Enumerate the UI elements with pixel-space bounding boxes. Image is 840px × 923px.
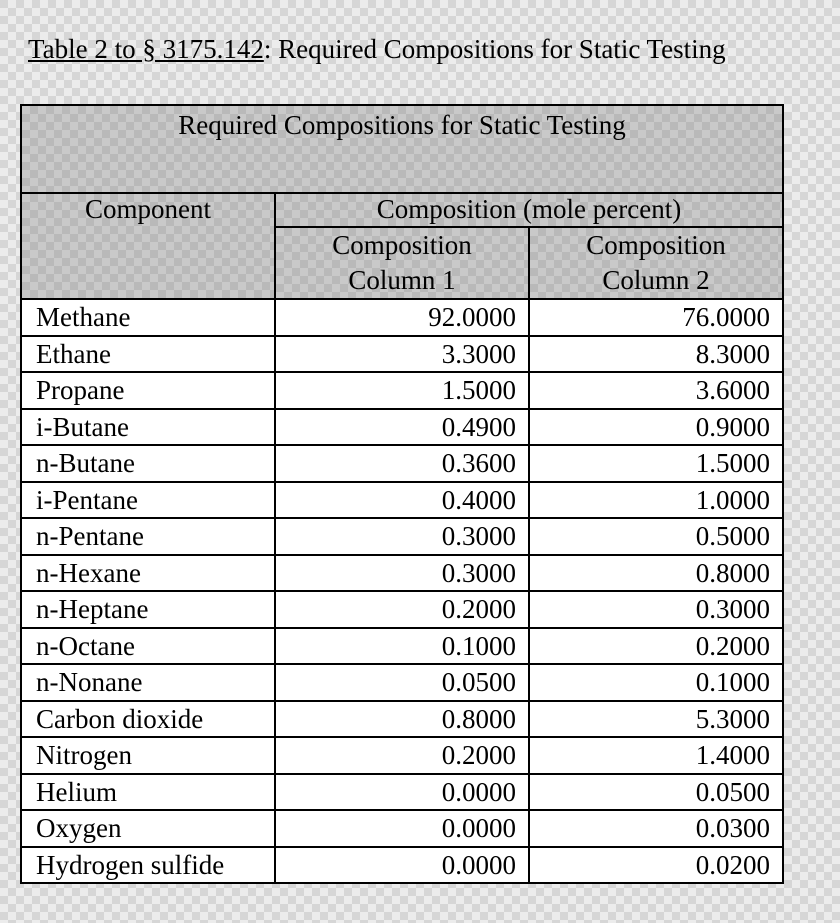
table-row bbox=[21, 701, 783, 738]
column-2-value-cell: 1.4000 bbox=[529, 737, 783, 774]
table-row bbox=[21, 445, 783, 482]
composition-group-header: Composition (mole percent) bbox=[275, 193, 783, 227]
column-1-value-cell: 92.0000 bbox=[275, 299, 529, 336]
component-header: Component bbox=[21, 193, 275, 299]
table-row bbox=[21, 628, 783, 665]
column-1-value-cell: 0.1000 bbox=[275, 628, 529, 665]
table-row bbox=[21, 774, 783, 811]
caption-text: : Required Compositions for Static Testing bbox=[263, 34, 726, 64]
table-row bbox=[21, 591, 783, 628]
component-name-cell: n-Octane bbox=[21, 628, 275, 665]
component-name-cell: Hydrogen sulfide bbox=[21, 847, 275, 884]
table-row bbox=[21, 482, 783, 519]
column-1-value-cell: 1.5000 bbox=[275, 372, 529, 409]
component-name-cell: Oxygen bbox=[21, 810, 275, 847]
column-1-value-cell: 0.3000 bbox=[275, 518, 529, 555]
column-2-value-cell: 1.0000 bbox=[529, 482, 783, 519]
component-name-cell: n-Heptane bbox=[21, 591, 275, 628]
column-2-value-cell: 0.0500 bbox=[529, 774, 783, 811]
component-name-cell: Ethane bbox=[21, 336, 275, 373]
component-name-cell: i-Pentane bbox=[21, 482, 275, 519]
column-1-value-cell: 3.3000 bbox=[275, 336, 529, 373]
column-2-value-cell: 0.2000 bbox=[529, 628, 783, 665]
column-1-header bbox=[275, 227, 529, 299]
table-row bbox=[21, 299, 783, 336]
component-name-cell: Carbon dioxide bbox=[21, 701, 275, 738]
composition-table bbox=[20, 104, 784, 884]
column-1-value-cell: 0.4000 bbox=[275, 482, 529, 519]
column-2-value-cell: 76.0000 bbox=[529, 299, 783, 336]
column-2-header bbox=[529, 227, 783, 299]
column-2-value-cell: 8.3000 bbox=[529, 336, 783, 373]
table-caption bbox=[28, 34, 726, 65]
table-title: Required Compositions for Static Testing bbox=[21, 105, 783, 193]
table-row bbox=[21, 555, 783, 592]
column-1-value-cell: 0.3600 bbox=[275, 445, 529, 482]
column-1-value-cell: 0.0000 bbox=[275, 847, 529, 884]
column-1-value-cell: 0.4900 bbox=[275, 409, 529, 446]
component-name-cell: n-Nonane bbox=[21, 664, 275, 701]
column-2-header-line2: Column 2 bbox=[602, 265, 710, 295]
column-1-value-cell: 0.0000 bbox=[275, 774, 529, 811]
column-1-value-cell: 0.2000 bbox=[275, 737, 529, 774]
column-1-header-line2: Column 1 bbox=[348, 265, 456, 295]
table-row bbox=[21, 372, 783, 409]
column-2-value-cell: 0.9000 bbox=[529, 409, 783, 446]
column-2-value-cell: 0.3000 bbox=[529, 591, 783, 628]
column-2-value-cell: 0.0200 bbox=[529, 847, 783, 884]
column-2-value-cell: 5.3000 bbox=[529, 701, 783, 738]
component-name-cell: Methane bbox=[21, 299, 275, 336]
column-1-header-line1: Composition bbox=[332, 230, 472, 260]
column-2-value-cell: 1.5000 bbox=[529, 445, 783, 482]
component-name-cell: n-Hexane bbox=[21, 555, 275, 592]
table-row bbox=[21, 518, 783, 555]
column-2-header-line1: Composition bbox=[586, 230, 726, 260]
column-1-value-cell: 0.3000 bbox=[275, 555, 529, 592]
table-row bbox=[21, 664, 783, 701]
component-name-cell: n-Butane bbox=[21, 445, 275, 482]
column-1-value-cell: 0.2000 bbox=[275, 591, 529, 628]
component-name-cell: i-Butane bbox=[21, 409, 275, 446]
caption-reference: Table 2 to § 3175.142 bbox=[28, 34, 264, 64]
column-1-value-cell: 0.0000 bbox=[275, 810, 529, 847]
component-name-cell: Helium bbox=[21, 774, 275, 811]
component-name-cell: n-Pentane bbox=[21, 518, 275, 555]
table-row bbox=[21, 737, 783, 774]
column-1-value-cell: 0.8000 bbox=[275, 701, 529, 738]
column-2-value-cell: 0.8000 bbox=[529, 555, 783, 592]
table-row bbox=[21, 847, 783, 884]
column-2-value-cell: 0.5000 bbox=[529, 518, 783, 555]
component-name-cell: Nitrogen bbox=[21, 737, 275, 774]
table-row bbox=[21, 336, 783, 373]
column-2-value-cell: 0.0300 bbox=[529, 810, 783, 847]
column-2-value-cell: 3.6000 bbox=[529, 372, 783, 409]
table-row bbox=[21, 810, 783, 847]
column-2-value-cell: 0.1000 bbox=[529, 664, 783, 701]
column-1-value-cell: 0.0500 bbox=[275, 664, 529, 701]
component-name-cell: Propane bbox=[21, 372, 275, 409]
table-row bbox=[21, 409, 783, 446]
